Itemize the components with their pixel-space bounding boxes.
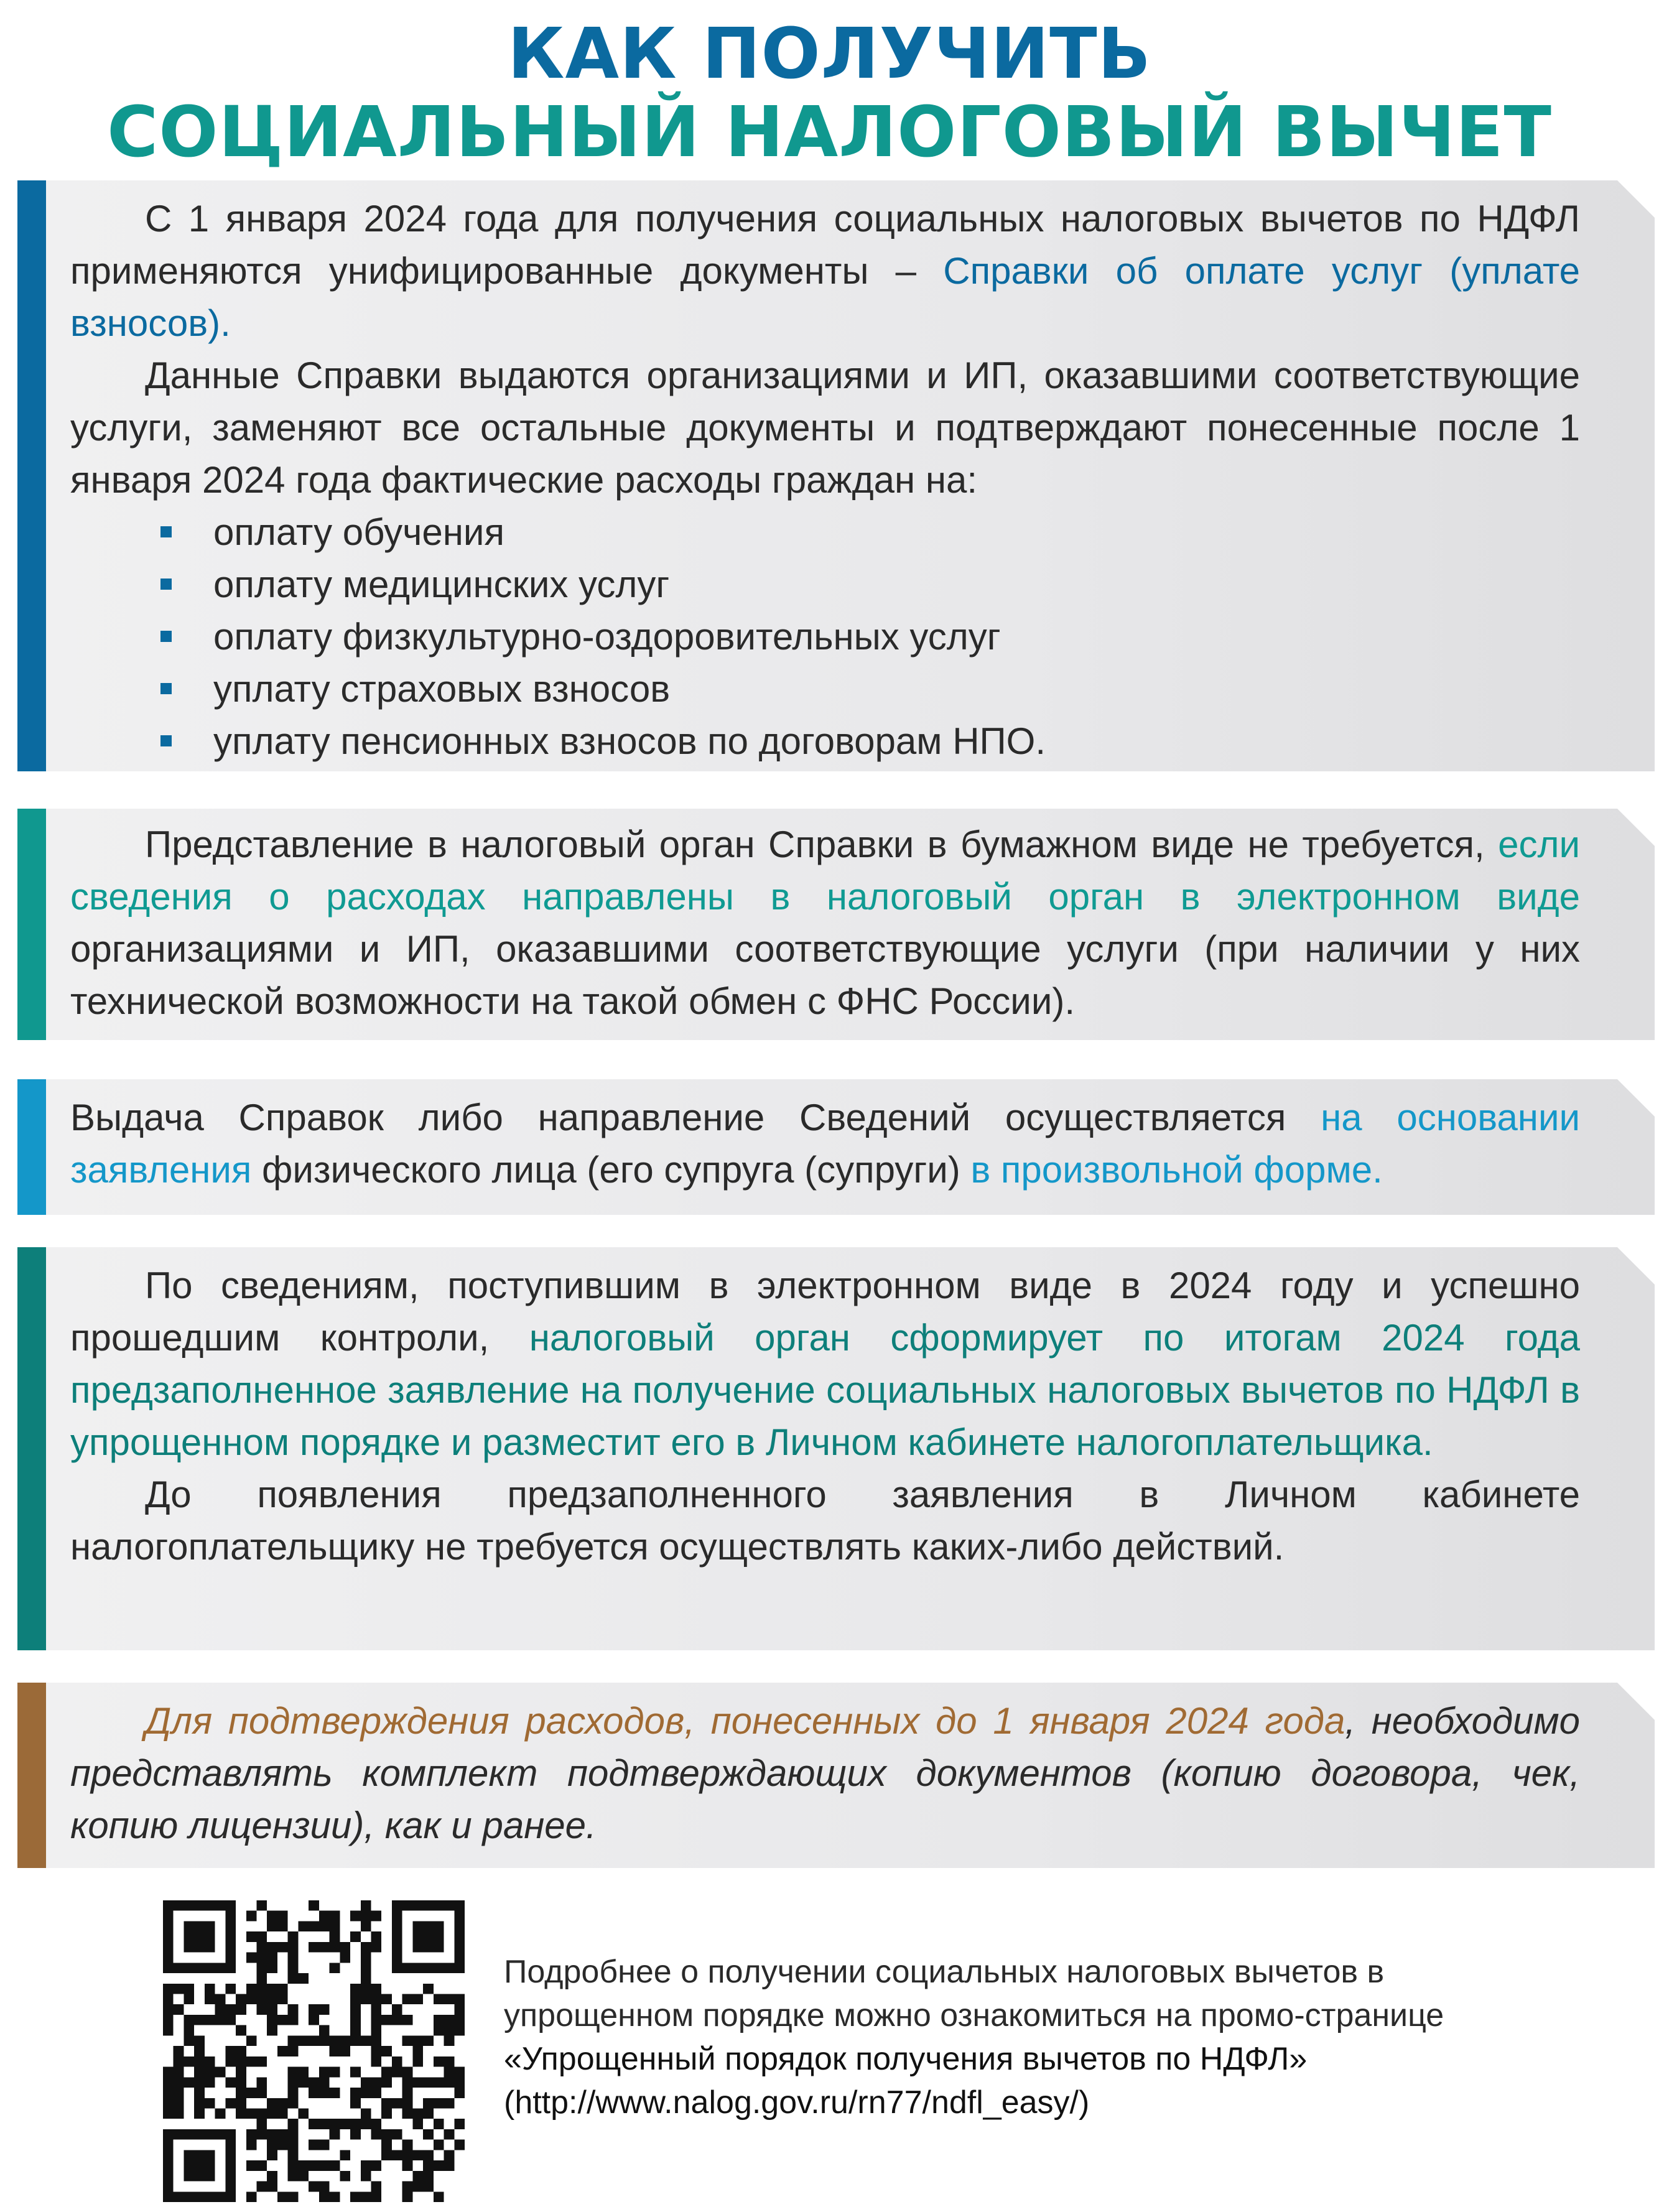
- accent-bar: [17, 1247, 46, 1650]
- paragraph: Данные Справки выдаются организациями и ИП, оказавшими соответствующие услуги, заменяют все остальные документы и подтверждают понесенные после 1 января 2024 года фактические расходы граждан на:: [70, 355, 1580, 501]
- highlight-text: если сведения о расходах направлены в налоговый орган в электронном виде: [70, 824, 1580, 918]
- text: , необходимо представлять комплект подтверждающих документов (копию договора, чек, копию лицензии), как и ранее.: [70, 1700, 1580, 1846]
- title-line-1: КАК ПОЛУЧИТЬ: [507, 14, 1152, 95]
- section-content: [70, 819, 1580, 1028]
- highlight-text: в произвольной форме.: [970, 1149, 1383, 1191]
- text: Выдача Справок либо направление Сведений осуществляется: [70, 1097, 1321, 1138]
- paragraph: До появления предзаполненного заявления в Личном кабинете налогоплательщику не требуется осуществлять каких-либо действий.: [70, 1474, 1580, 1568]
- accent-bar: [17, 1079, 46, 1215]
- footer-line: упрощенном порядке можно ознакомиться на промо-странице: [504, 1997, 1444, 2033]
- highlight-text: Для подтверждения расходов, понесенных до 1 января 2024 года: [145, 1700, 1345, 1742]
- text: По сведениям, поступившим в электронном виде в 2024 году и успешно прошедшим контроли,: [70, 1265, 1580, 1359]
- highlight-text: Справки об оплате услуг (уплате взносов).: [70, 250, 1581, 344]
- section-application: [17, 1079, 1655, 1215]
- list-item: оплату обучения: [160, 506, 1580, 559]
- section-content: [70, 1260, 1580, 1573]
- promo-page-link[interactable]: (http://www.nalog.gov.ru/rn77/ndfl_easy/): [504, 2084, 1090, 2121]
- title-line-2: СОЦИАЛЬНЫЙ НАЛОГОВЫЙ ВЫЧЕТ: [107, 92, 1552, 173]
- section-electronic: [17, 809, 1655, 1040]
- section-content: [70, 1092, 1580, 1196]
- qr-code[interactable]: [163, 1900, 465, 2202]
- text: С 1 января 2024 года для получения социальных налоговых вычетов по НДФЛ применяются унифицированные документы –: [70, 198, 1580, 292]
- paragraph: [70, 1092, 1580, 1196]
- section-prefilled: [17, 1247, 1655, 1650]
- paragraph: [70, 193, 1580, 350]
- paragraph: [70, 819, 1580, 1028]
- promo-page-title: «Упрощенный порядок получения вычетов по НДФЛ»: [504, 2041, 1308, 2077]
- expense-list: [70, 506, 1580, 768]
- list-item: уплату пенсионных взносов по договорам НПО.: [160, 715, 1580, 768]
- text: физического лица (его супруга (супруги): [251, 1149, 971, 1191]
- highlight-text: на основании заявления: [70, 1097, 1580, 1191]
- paragraph: [70, 1260, 1580, 1469]
- text: организациями и ИП, оказавшими соответствующие услуги (при наличии у них технической возможности на такой обмен с ФНС России).: [70, 928, 1580, 1022]
- paragraph: [70, 1695, 1580, 1852]
- section-before-2024: [17, 1683, 1655, 1868]
- list-item: оплату физкультурно-оздоровительных услуг: [160, 611, 1580, 663]
- accent-bar: [17, 809, 46, 1040]
- accent-bar: [17, 1683, 46, 1868]
- text: Представление в налоговый орган Справки в бумажном виде не требуется,: [145, 824, 1499, 865]
- section-content: [70, 1695, 1580, 1852]
- list-item: уплату страховых взносов: [160, 663, 1580, 715]
- footer-note: [504, 1950, 1624, 2124]
- section-certificates: [17, 180, 1655, 771]
- highlight-text: налоговый орган сформирует по итогам 2024 года предзаполненное заявление на получение социальных налоговых вычетов по НДФЛ в упрощенном порядке и разместит его в Личном кабинете налогоплательщика.: [70, 1317, 1581, 1463]
- list-item: оплату медицинских услуг: [160, 559, 1580, 611]
- accent-bar: [17, 180, 46, 771]
- footer-line: Подробнее о получении социальных налоговых вычетов в: [504, 1954, 1385, 1990]
- section-content: [70, 193, 1580, 768]
